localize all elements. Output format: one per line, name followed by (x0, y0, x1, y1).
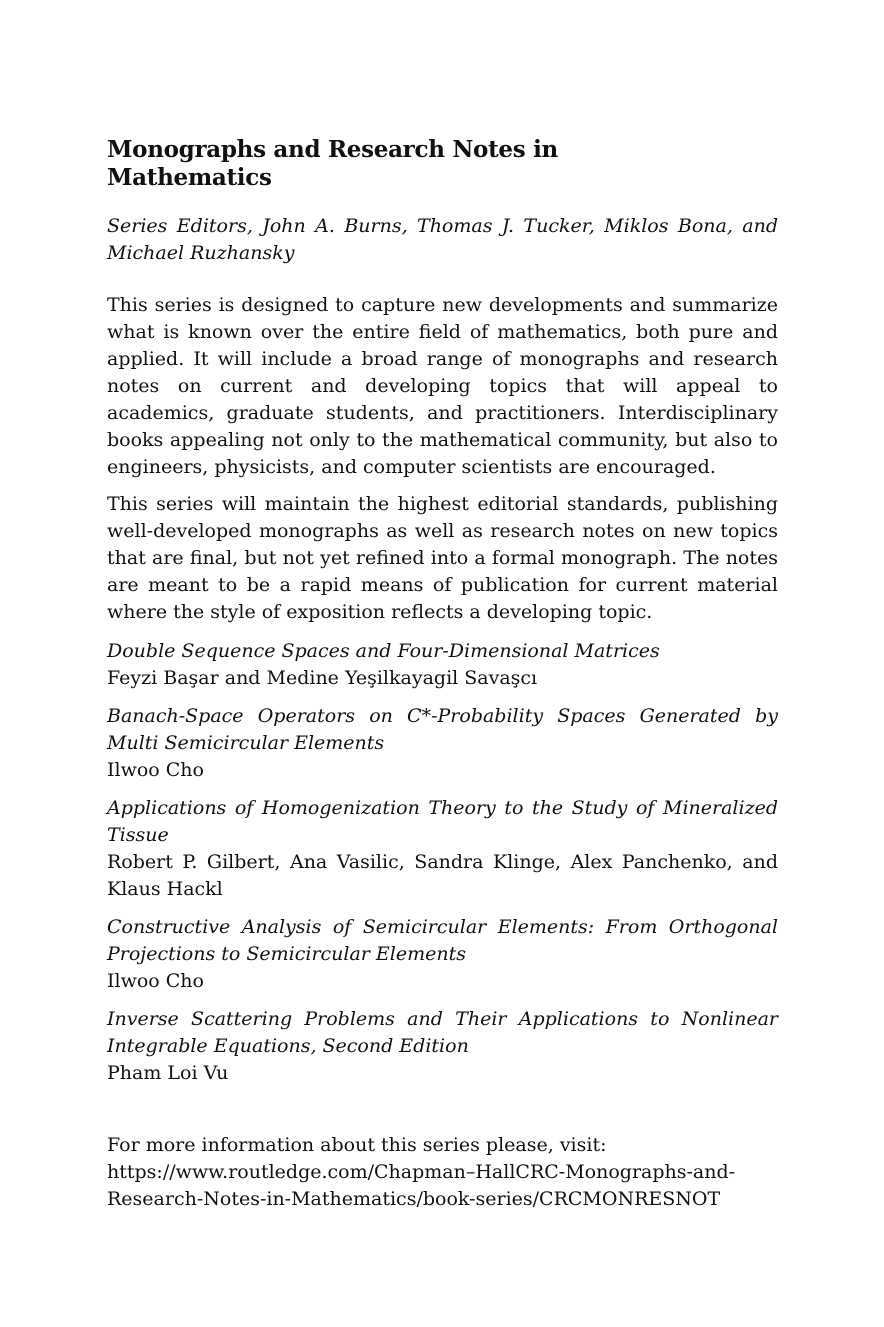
series-editors: Series Editors, John A. Burns, Thomas J. Tucker, Miklos Bona, and Michael Ruzhansky (107, 215, 778, 264)
book-title: Constructive Analysis of Semicircular Elements: From Orthogonal Projections to Semicircular Elements (107, 916, 778, 965)
series-description-paragraph: This series will maintain the highest editorial standards, publishing well-developed monographs as well as research notes on new topics that are final, but not yet refined into a formal monograph. The notes are meant to be a rapid means of publication for current material where the style of exposition reflects a developing topic. (107, 493, 778, 623)
series-page (107, 136, 778, 1213)
book-entry (107, 1006, 778, 1087)
series-description-paragraph: This series is designed to capture new developments and summarize what is known over the entire field of mathematics, both pure and applied. It will include a broad range of monographs and research notes on current and developing topics that will appeal to academics, graduate students, and practitioners. Interdisciplinary books appealing not only to the mathematical community, but also to engineers, physicists, and computer scientists are encouraged. (107, 294, 778, 478)
book-authors: Robert P. Gilbert, Ana Vasilic, Sandra Klinge, Alex Panchenko, and Klaus Hackl (107, 851, 778, 900)
series-url[interactable]: Research-Notes-in-Mathematics/book-series/CRCMONRESNOT (107, 1188, 721, 1210)
book-title: Double Sequence Spaces and Four-Dimensional Matrices (107, 640, 660, 662)
book-entry (107, 914, 778, 995)
book-title: Inverse Scattering Problems and Their Applications to Nonlinear Integrable Equations, Second Edition (107, 1008, 778, 1057)
book-entry (107, 703, 778, 784)
series-title (107, 136, 778, 192)
more-info (107, 1132, 778, 1213)
series-url[interactable]: https://www.routledge.com/Chapman–HallCRC-Monographs-and- (107, 1161, 736, 1183)
book-entry (107, 795, 778, 903)
book-authors: Feyzi Başar and Medine Yeşilkayagil Savaşcı (107, 667, 538, 689)
series-title-line-1: Monographs and Research Notes in (107, 136, 558, 163)
series-title-line-2: Mathematics (107, 164, 272, 191)
book-title: Banach-Space Operators on C*-Probability Spaces Generated by Multi Semicircular Elements (107, 705, 778, 754)
book-authors: Ilwoo Cho (107, 759, 204, 781)
book-authors: Pham Loi Vu (107, 1062, 229, 1084)
book-title: Applications of Homogenization Theory to the Study of Mineralized Tissue (107, 797, 778, 846)
book-authors: Ilwoo Cho (107, 970, 204, 992)
more-info-text: For more information about this series please, visit: (107, 1134, 607, 1156)
book-entry (107, 638, 778, 692)
